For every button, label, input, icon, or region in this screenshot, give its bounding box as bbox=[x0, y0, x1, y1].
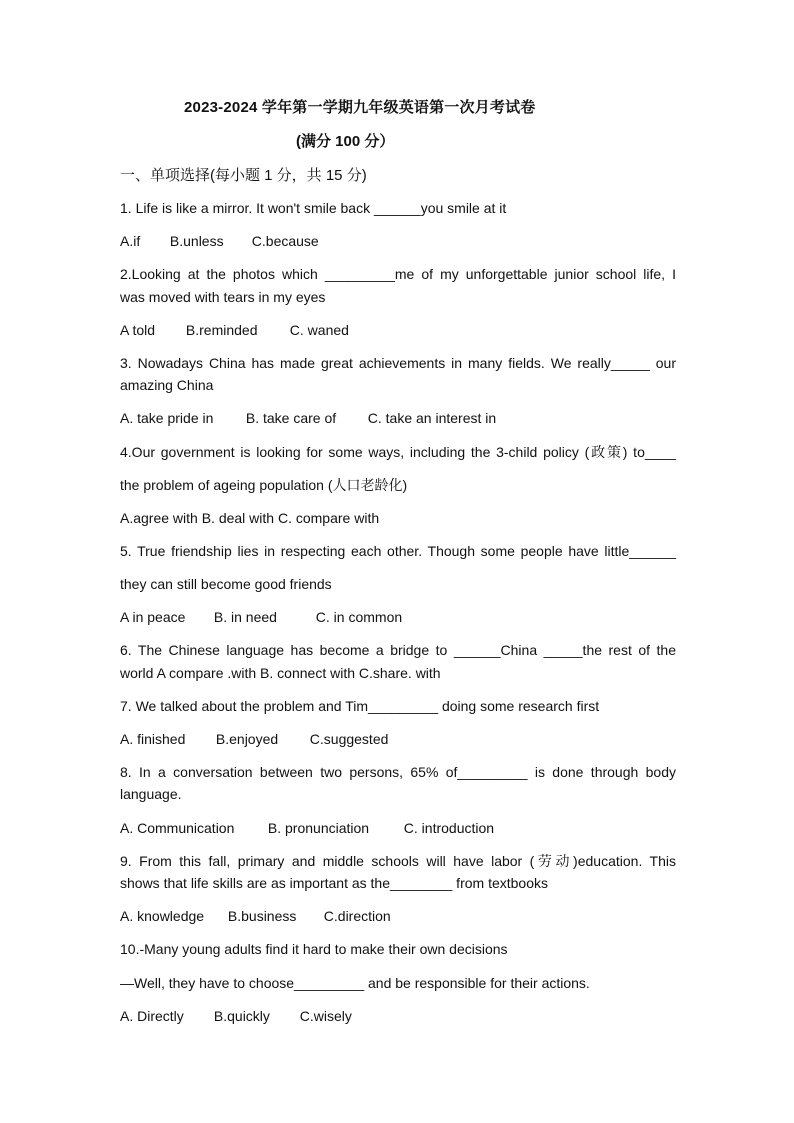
option-c: C. introduction bbox=[403, 820, 495, 836]
question-5-text: 5. True friendship lies in respecting each other. Though some people have little______ bbox=[120, 543, 676, 559]
question-5-options bbox=[120, 606, 676, 628]
question-9-options bbox=[120, 905, 676, 927]
question-7-options bbox=[120, 728, 676, 750]
option-c: C.wisely bbox=[299, 1008, 352, 1024]
question-10-text: 10.-Many young adults find it hard to make their own decisions bbox=[120, 941, 508, 957]
question-4-text-cont: the problem of ageing population (人口老龄化) bbox=[120, 477, 408, 493]
option-c: C. in common bbox=[315, 609, 403, 625]
question-2-text-cont: was moved with tears in my eyes bbox=[120, 289, 326, 305]
option-c: C. waned bbox=[289, 322, 349, 338]
option-b: B.quickly bbox=[213, 1008, 270, 1024]
option-a: A. finished bbox=[120, 731, 186, 747]
option-b: B. in need bbox=[213, 609, 277, 625]
option-a: A. Communication bbox=[120, 820, 235, 836]
option-a: A. Directly bbox=[120, 1008, 184, 1024]
option-b: B.business bbox=[227, 908, 297, 924]
option-b: B. take care of bbox=[245, 410, 337, 426]
question-9-text-cont: shows that life skills are as important as the________ from textbooks bbox=[120, 875, 548, 891]
option-a: A.if bbox=[120, 233, 141, 249]
question-6-text: 6. The Chinese language has become a bridge to ______China _____the rest of the bbox=[120, 642, 676, 658]
option-a: A. knowledge bbox=[120, 908, 205, 924]
question-1-options bbox=[120, 230, 676, 252]
question-8-options bbox=[120, 817, 676, 839]
option-a: A. take pride in bbox=[120, 410, 214, 426]
option-b: B.enjoyed bbox=[215, 731, 279, 747]
question-2-options bbox=[120, 319, 676, 341]
question-1-text: 1. Life is like a mirror. It won't smile back ______you smile at it bbox=[120, 200, 507, 216]
question-7-text: 7. We talked about the problem and Tim_________ doing some research first bbox=[120, 698, 600, 714]
question-4-text: 4.Our government is looking for some ways, including the 3-child policy (政策) to____ bbox=[120, 444, 676, 460]
question-3-text: 3. Nowadays China has made great achievements in many fields. We really_____ our bbox=[120, 355, 676, 371]
question-10-options bbox=[120, 1005, 676, 1027]
section-heading: 一、单项选择(每小题 1 分，共 15 分) bbox=[120, 167, 367, 184]
question-9-text: 9. From this fall, primary and middle schools will have labor (劳动)education. This bbox=[120, 853, 676, 869]
option-a: A told bbox=[120, 322, 156, 338]
question-5-text-cont: they can still become good friends bbox=[120, 576, 332, 592]
option-c: C. take an interest in bbox=[367, 410, 497, 426]
option-b: B.reminded bbox=[185, 322, 258, 338]
option-c: C.direction bbox=[323, 908, 391, 924]
question-3-options bbox=[120, 407, 676, 429]
option-a: A in peace bbox=[120, 609, 186, 625]
exam-title: 2023-2024 学年第一学期九年级英语第一次月考试卷 bbox=[184, 99, 536, 116]
question-10-text-cont: —Well, they have to choose_________ and be responsible for their actions. bbox=[120, 975, 590, 991]
option-b: B.unless bbox=[169, 233, 224, 249]
question-8-text-cont: language. bbox=[120, 786, 182, 802]
exam-subtitle: (满分 100 分） bbox=[296, 133, 395, 150]
option-line: A.agree with B. deal with C. compare with bbox=[120, 510, 380, 526]
question-2-text: 2.Looking at the photos which _________me of my unforgettable junior school life, I bbox=[120, 266, 676, 282]
option-c: C.suggested bbox=[309, 731, 389, 747]
question-3-text-cont: amazing China bbox=[120, 377, 214, 393]
question-8-text: 8. In a conversation between two persons, 65% of_________ is done through body bbox=[120, 764, 676, 780]
question-4-options bbox=[120, 507, 676, 529]
question-6-text-cont: world A compare .with B. connect with C.share. with bbox=[120, 665, 441, 681]
option-c: C.because bbox=[251, 233, 319, 249]
option-b: B. pronunciation bbox=[267, 820, 370, 836]
